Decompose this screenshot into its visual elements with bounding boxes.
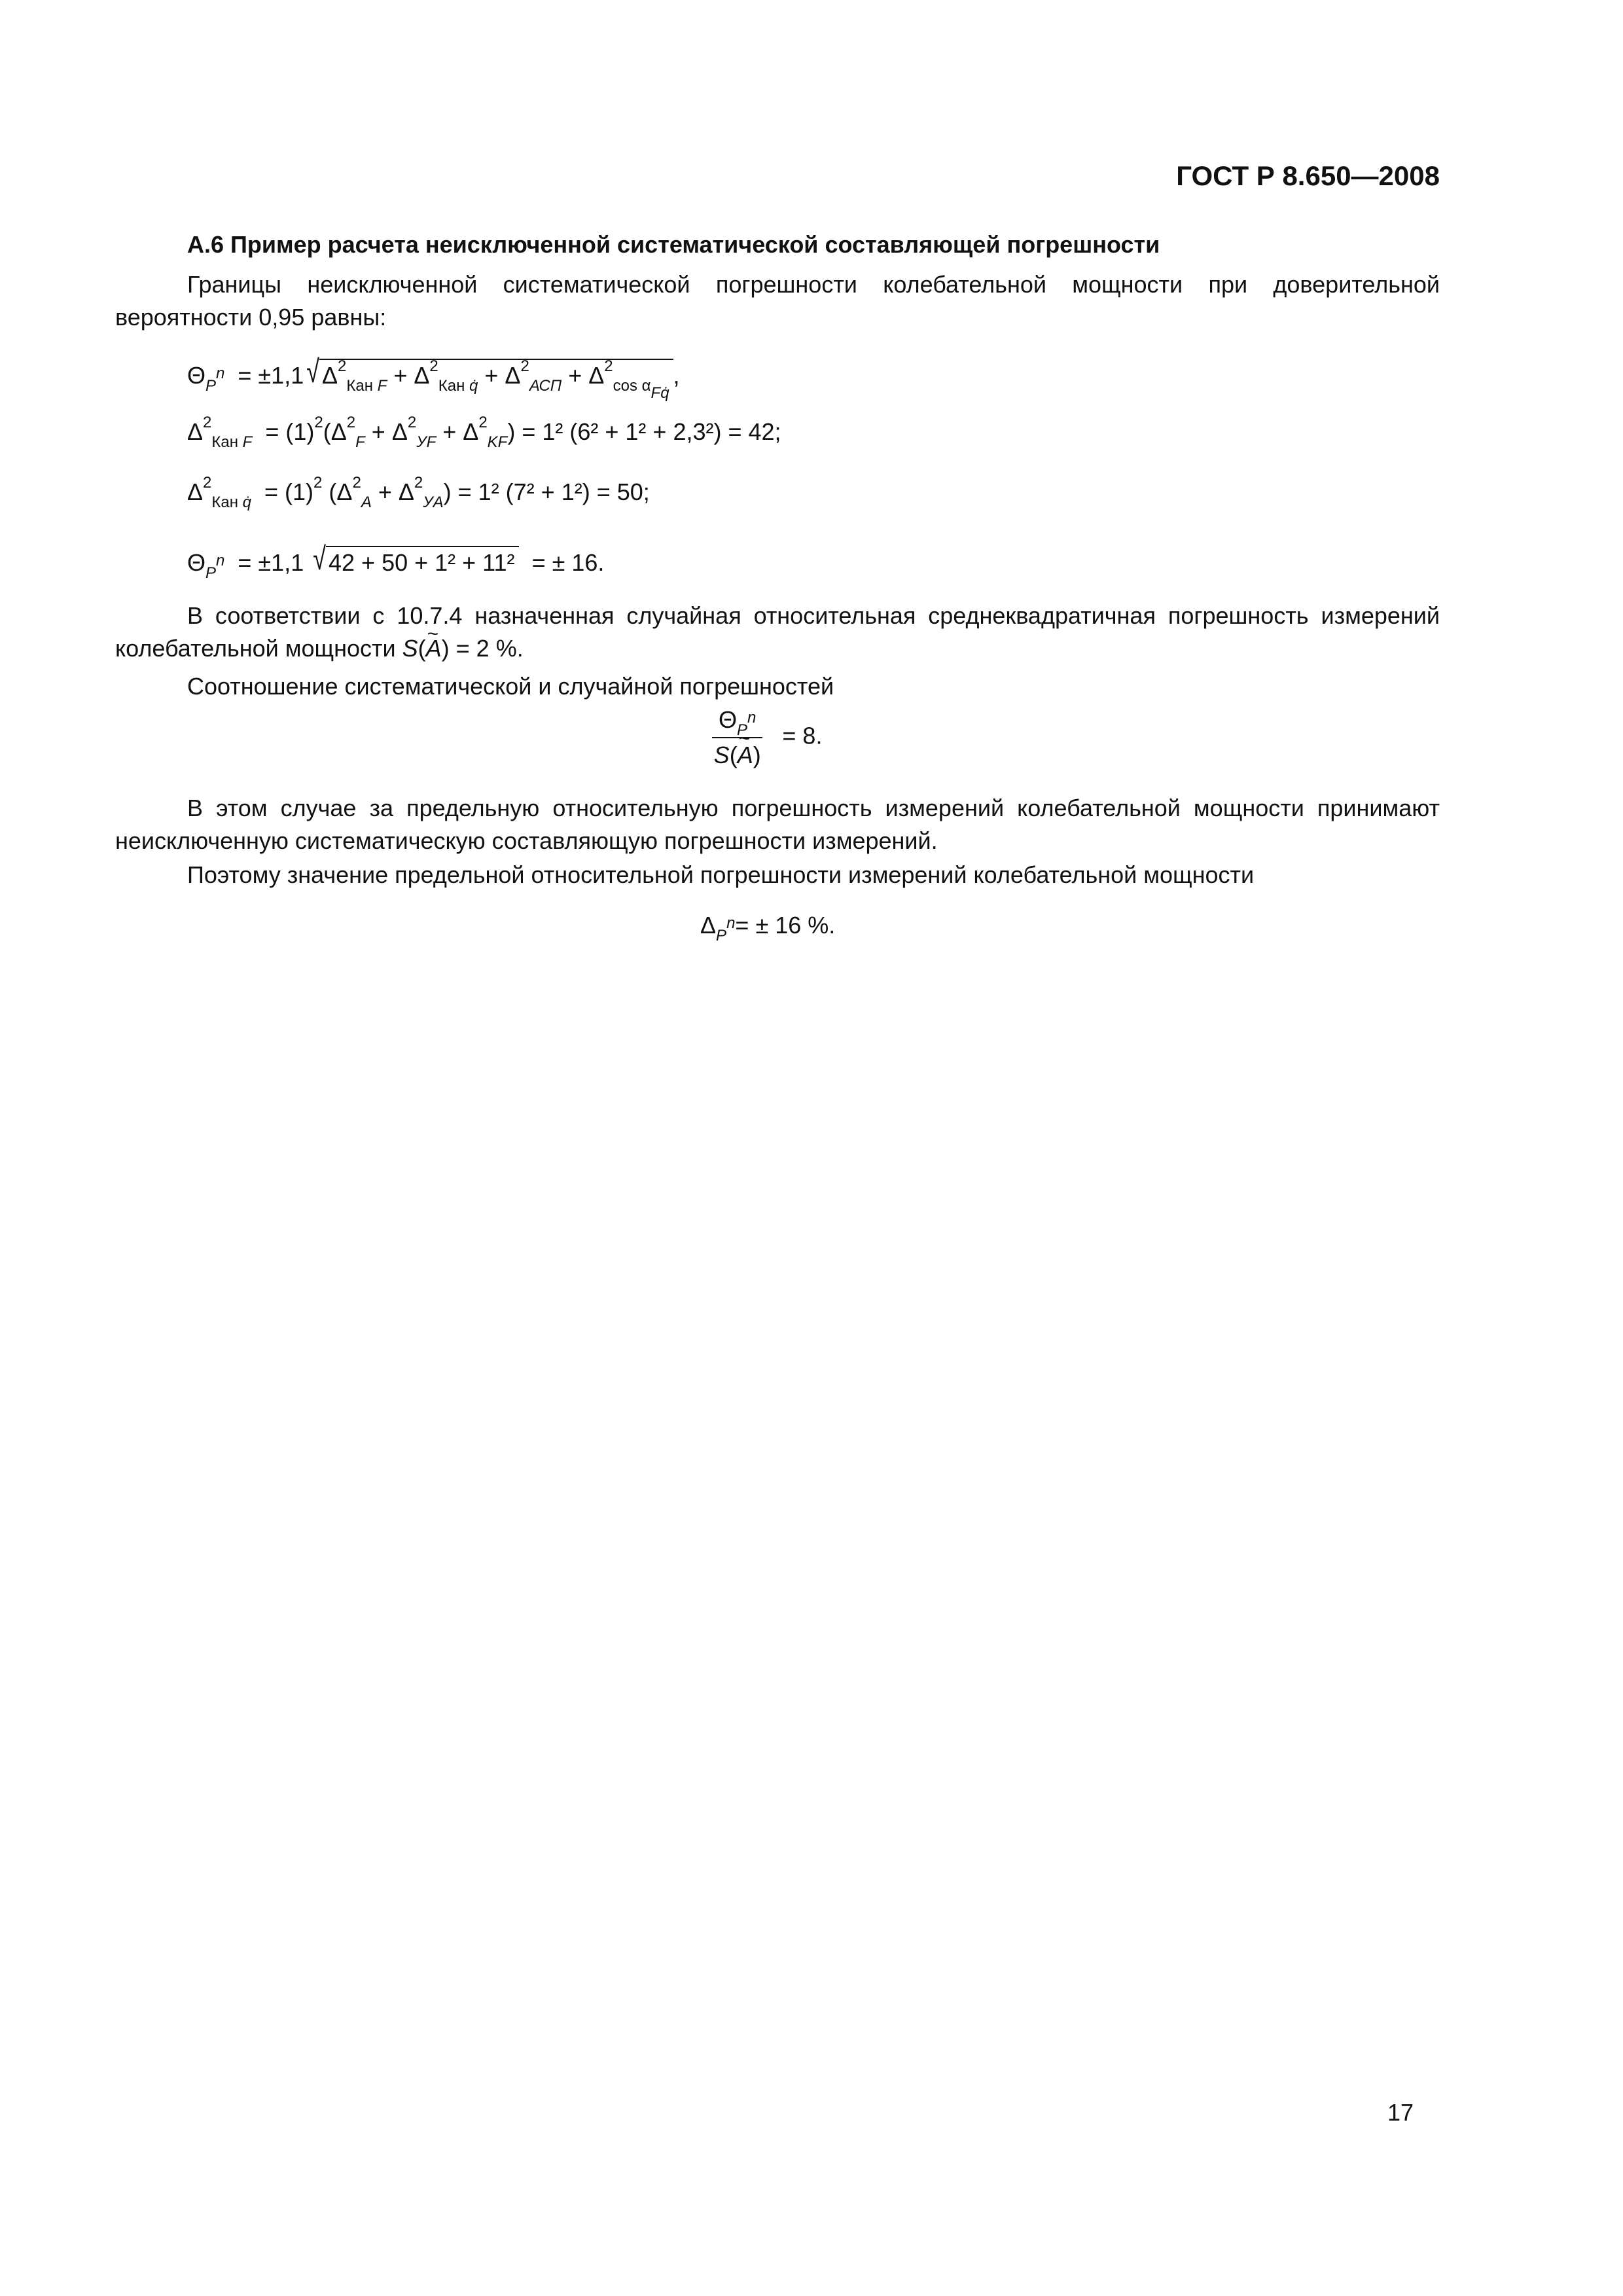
paragraph-intro bbox=[115, 268, 1440, 334]
page-number: 17 bbox=[1387, 2099, 1414, 2126]
formula-theta-radicand: 42 + 50 + 1² + 11² bbox=[326, 546, 519, 575]
sqrt-symbol: √ 42 + 50 + 1² + 11² bbox=[313, 546, 518, 575]
formula-theta-value-result: = ± 16. bbox=[531, 549, 605, 576]
section-title: А.6 Пример расчета неисключенной систематической составляющей погрешности bbox=[187, 231, 1160, 258]
formula-theta-value: $\Theta_{P^n} = \pm 1,1$ √ 42 + 50 + 1² + 11² = ± 16. bbox=[187, 540, 605, 582]
paragraph-ratio-intro bbox=[115, 670, 1440, 703]
paragraph-conclusion bbox=[115, 792, 1440, 857]
paragraph-random-error-text: В соответствии с 10.7.4 назначенная случайная относительная среднеквадратичная погрешность измерений колебательной мощности bbox=[115, 602, 1440, 662]
fraction: $\frac{\Theta_{P^n}}{S(\sim A)}$ bbox=[712, 708, 762, 767]
formula-delta-kan-f: $\Delta^2_{Кан F} = (1)^2(\Delta^2_F + \Delta^2_{УF} + \Delta^2_{KF}) = 1^2$ (6² + 1² + 2,3²) = 42; bbox=[187, 413, 781, 451]
paragraph-random-error: В соответствии с 10.7.4 назначенная случайная относительная среднеквадратичная погрешность измерений колебательной мощности S(~ A) = 2 %. bbox=[115, 600, 1440, 665]
formula-final: $\Delta_{P^n}= \pm 16$ %. bbox=[700, 912, 836, 944]
sqrt-symbol: √ $\Delta^2_{Кан F} + \Delta^2_{Кан q̇} + \Delta^2_{АСП} + \Delta^2_{cos \alpha_{Fq̇}}$ bbox=[306, 359, 673, 393]
formula-theta-general: $\Theta_{P^n} = \pm 1,1$ √ $\Delta^2_{Кан F} + \Delta^2_{Кан q̇} + \Delta^2_{АСП} + \Delta^2_{cos \alpha_{Fq̇}}$, bbox=[187, 353, 680, 402]
formula-delta-kan-f-result: = 1² (6² + 1² + 2,3²) = 42; bbox=[522, 418, 781, 445]
paragraph-conclusion-text: В этом случае за предельную относительную погрешность измерений колебательной мощности принимают неисключенную систематическую составляющую погрешности измерений. bbox=[115, 795, 1440, 854]
paragraph-ratio-intro-text: Соотношение систематической и случайной погрешностей bbox=[187, 673, 834, 700]
paragraph-limit-value-text: Поэтому значение предельной относительной погрешности измерений колебательной мощности bbox=[187, 861, 1255, 888]
paragraph-intro-text: Границы неисключенной систематической погрешности колебательной мощности при доверительной вероятности 0,95 равны: bbox=[115, 271, 1440, 331]
paragraph-limit-value bbox=[115, 859, 1440, 891]
formula-theta-general-tail: , bbox=[673, 362, 680, 389]
formula-delta-kan-q: $\Delta^2_{Кан q̇} = (1)^2$ $(\Delta^2_A + \Delta^2_{УA}) = 1^2$ (7² + 1²) = 50; bbox=[187, 473, 650, 511]
formula-final-result: = ± 16 %. bbox=[735, 912, 836, 939]
formula-ratio bbox=[712, 708, 822, 767]
document-header: ГОСТ Р 8.650—2008 bbox=[1176, 160, 1440, 191]
formula-ratio-result: = 8. bbox=[782, 722, 823, 749]
paragraph-random-error-end: = 2 %. bbox=[449, 635, 524, 662]
formula-delta-kan-q-result: = 1² (7² + 1²) = 50; bbox=[457, 478, 650, 505]
